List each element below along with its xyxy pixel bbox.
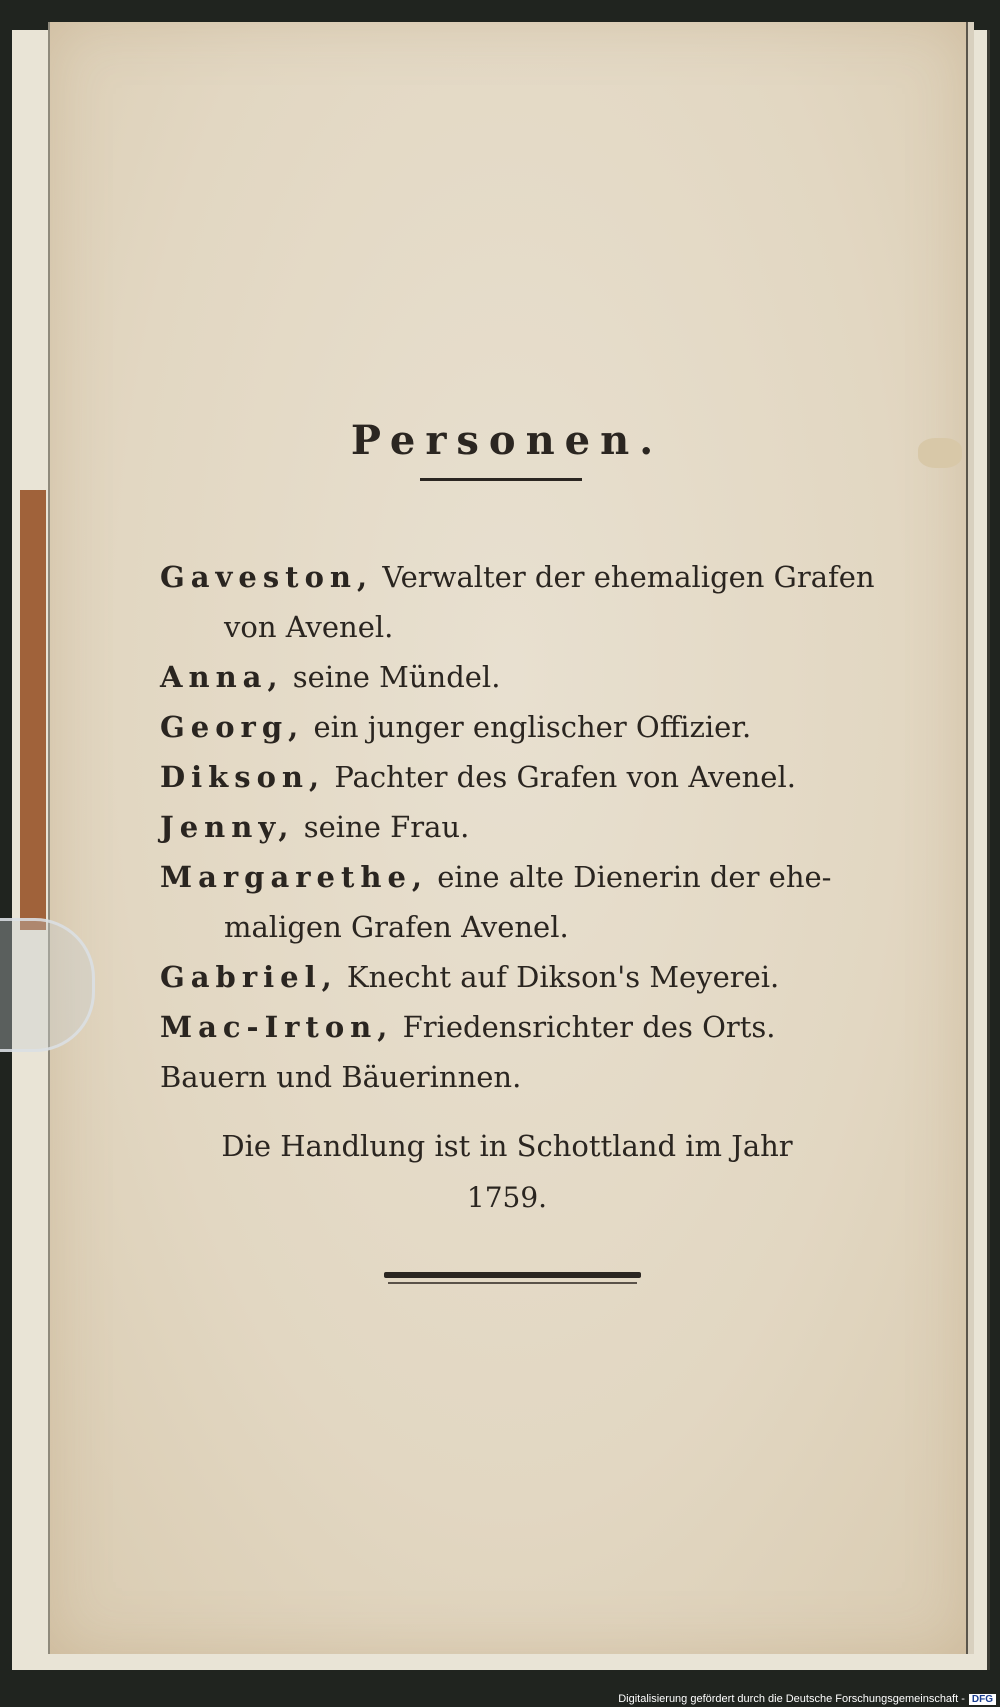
character-description: seine Mündel.: [292, 660, 501, 694]
character-description: von Avenel.: [224, 610, 394, 644]
cast-line: [160, 752, 940, 802]
cast-line: [160, 952, 940, 1002]
cast-line: [160, 802, 940, 852]
character-name: Dikson,: [160, 760, 326, 794]
character-name: Gabriel,: [160, 960, 338, 994]
binding-strip: [20, 490, 46, 930]
cast-line: [160, 602, 940, 652]
cast-line: [160, 852, 940, 902]
cast-line: [160, 902, 940, 952]
character-description: Friedensrichter des Orts.: [402, 1010, 776, 1044]
closing-rule: [384, 1272, 641, 1278]
character-description: Verwalter der ehemaligen Grafen: [382, 560, 875, 594]
page-content: [48, 22, 966, 1654]
character-description: maligen Grafen Avenel.: [224, 910, 569, 944]
closing-rule-thin: [388, 1282, 637, 1284]
cast-line: [160, 1052, 940, 1102]
character-name: Anna,: [160, 660, 284, 694]
cast-line: [160, 552, 940, 602]
setting-note: [48, 1120, 966, 1224]
character-description: ein junger englischer Offizier.: [313, 710, 752, 744]
credit-text: Digitalisierung gefördert durch die Deutsche Forschungsgemeinschaft -: [618, 1693, 965, 1705]
character-name: Georg,: [160, 710, 305, 744]
digitization-credit: [618, 1693, 996, 1705]
character-description: Pachter des Grafen von Avenel.: [334, 760, 796, 794]
dfg-logo: DFG: [969, 1694, 996, 1705]
character-description: Bauern und Bäuerinnen.: [160, 1060, 522, 1094]
character-description: Knecht auf Dikson's Meyerei.: [346, 960, 780, 994]
cast-list: [160, 552, 940, 1102]
character-name: Mac-Irton,: [160, 1010, 394, 1044]
character-description: seine Frau.: [303, 810, 470, 844]
setting-year: 1759.: [466, 1181, 548, 1214]
cast-line: [160, 652, 940, 702]
character-name: Gaveston,: [160, 560, 374, 594]
cast-line: [160, 702, 940, 752]
page-edge: [966, 22, 974, 1654]
cast-line: [160, 1002, 940, 1052]
setting-line: Die Handlung ist in Schottland im Jahr: [221, 1129, 793, 1163]
character-description: eine alte Dienerin der ehe-: [437, 860, 832, 894]
page-title: Personen.: [350, 417, 664, 464]
title-rule: [420, 478, 582, 481]
character-name: Margarethe,: [160, 860, 428, 894]
character-name: Jenny,: [160, 810, 295, 844]
